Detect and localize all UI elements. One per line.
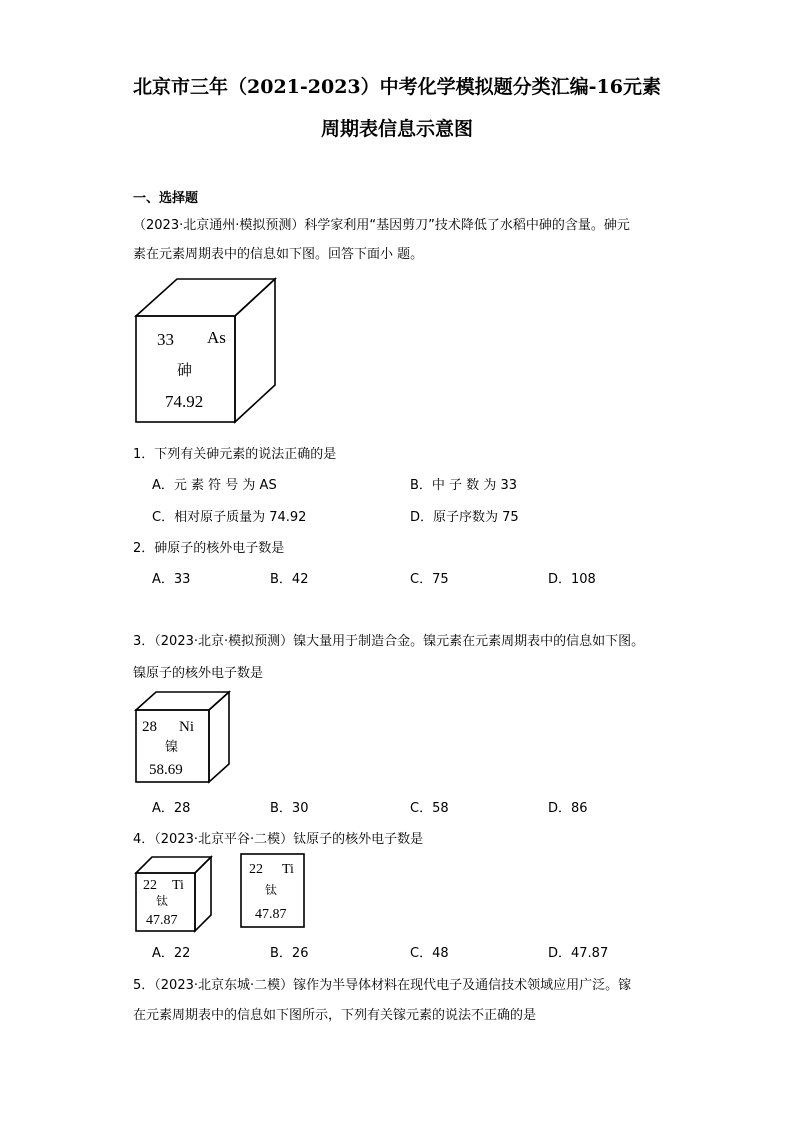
question-1-option-b[interactable]: B．中 子 数 为 33: [410, 478, 517, 493]
question-3-stem-line2: 镍原子的核外电子数是: [133, 666, 264, 681]
nickel-symbol: Ni: [179, 719, 194, 735]
question-2-stem: 2．砷原子的核外电子数是: [133, 541, 285, 556]
question-3-stem-line1: 3．（2023·北京·模拟预测）镍大量用于制造合金。镍元素在元素周期表中的信息如下图。: [133, 634, 645, 649]
titanium-flat-symbol: Ti: [282, 862, 294, 877]
nickel-name: 镍: [165, 740, 179, 755]
nickel-element-tile: [134, 690, 232, 784]
question-3-option-b[interactable]: B．30: [270, 801, 309, 816]
arsenic-name: 砷: [177, 361, 193, 379]
question-4-option-d[interactable]: D．47.87: [548, 946, 609, 961]
question-3-option-a[interactable]: A．28: [152, 801, 191, 816]
titanium-flat-name: 钛: [265, 883, 278, 897]
question-3-option-c[interactable]: C．58: [410, 801, 449, 816]
titanium-symbol: Ti: [172, 878, 184, 893]
arsenic-symbol: As: [207, 328, 226, 347]
question-4-stem: 4．（2023·北京平谷·二模）钛原子的核外电子数是: [133, 832, 424, 847]
titanium-element-tile-3d: [134, 855, 214, 933]
question-4-option-c[interactable]: C．48: [410, 946, 449, 961]
intro-line1: （2023·北京通州·模拟预测）科学家利用“基因剪刀”技术降低了水稻中砷的含量。砷元: [133, 218, 630, 233]
question-4-option-b[interactable]: B．26: [270, 946, 309, 961]
section-heading: 一、选择题: [133, 191, 199, 206]
arsenic-element-tile: [134, 277, 280, 425]
question-3-option-d[interactable]: D．86: [548, 801, 588, 816]
page-title-line2: 周期表信息示意图: [320, 118, 473, 140]
question-2-option-c[interactable]: C．75: [410, 572, 449, 587]
question-1-option-c[interactable]: C．相对原子质量为 74.92: [152, 510, 307, 525]
titanium-atomic-mass: 47.87: [146, 913, 178, 928]
arsenic-atomic-mass: 74.92: [165, 392, 204, 411]
arsenic-atomic-number: 33: [157, 330, 174, 349]
question-2-option-d[interactable]: D．108: [548, 572, 596, 587]
question-5-stem-line2: 在元素周期表中的信息如下图所示，下列有关镓元素的说法不正确的是: [133, 1008, 537, 1023]
question-2-option-a[interactable]: A．33: [152, 572, 191, 587]
question-5-stem-line1: 5．（2023·北京东城·二模）镓作为半导体材料在现代电子及通信技术领域应用广泛。镓: [133, 978, 632, 993]
page-title-line1: 北京市三年（2021-2023）中考化学模拟题分类汇编-16元素: [133, 76, 661, 98]
nickel-atomic-mass: 58.69: [149, 762, 183, 778]
question-2-option-b[interactable]: B．42: [270, 572, 309, 587]
nickel-atomic-number: 28: [142, 719, 157, 735]
titanium-element-tile-flat: [239, 852, 307, 930]
intro-line2: 素在元素周期表中的信息如下图。回答下面小 题。: [133, 247, 424, 262]
titanium-atomic-number: 22: [143, 878, 157, 893]
titanium-name: 钛: [156, 894, 169, 908]
question-4-option-a[interactable]: A．22: [152, 946, 191, 961]
question-1-option-a[interactable]: A．元 素 符 号 为 AS: [152, 478, 277, 493]
titanium-flat-atomic-number: 22: [249, 862, 263, 877]
titanium-flat-atomic-mass: 47.87: [255, 907, 287, 922]
question-1-stem: 1．下列有关砷元素的说法正确的是: [133, 447, 337, 462]
question-1-option-d[interactable]: D．原子序数为 75: [410, 510, 519, 525]
